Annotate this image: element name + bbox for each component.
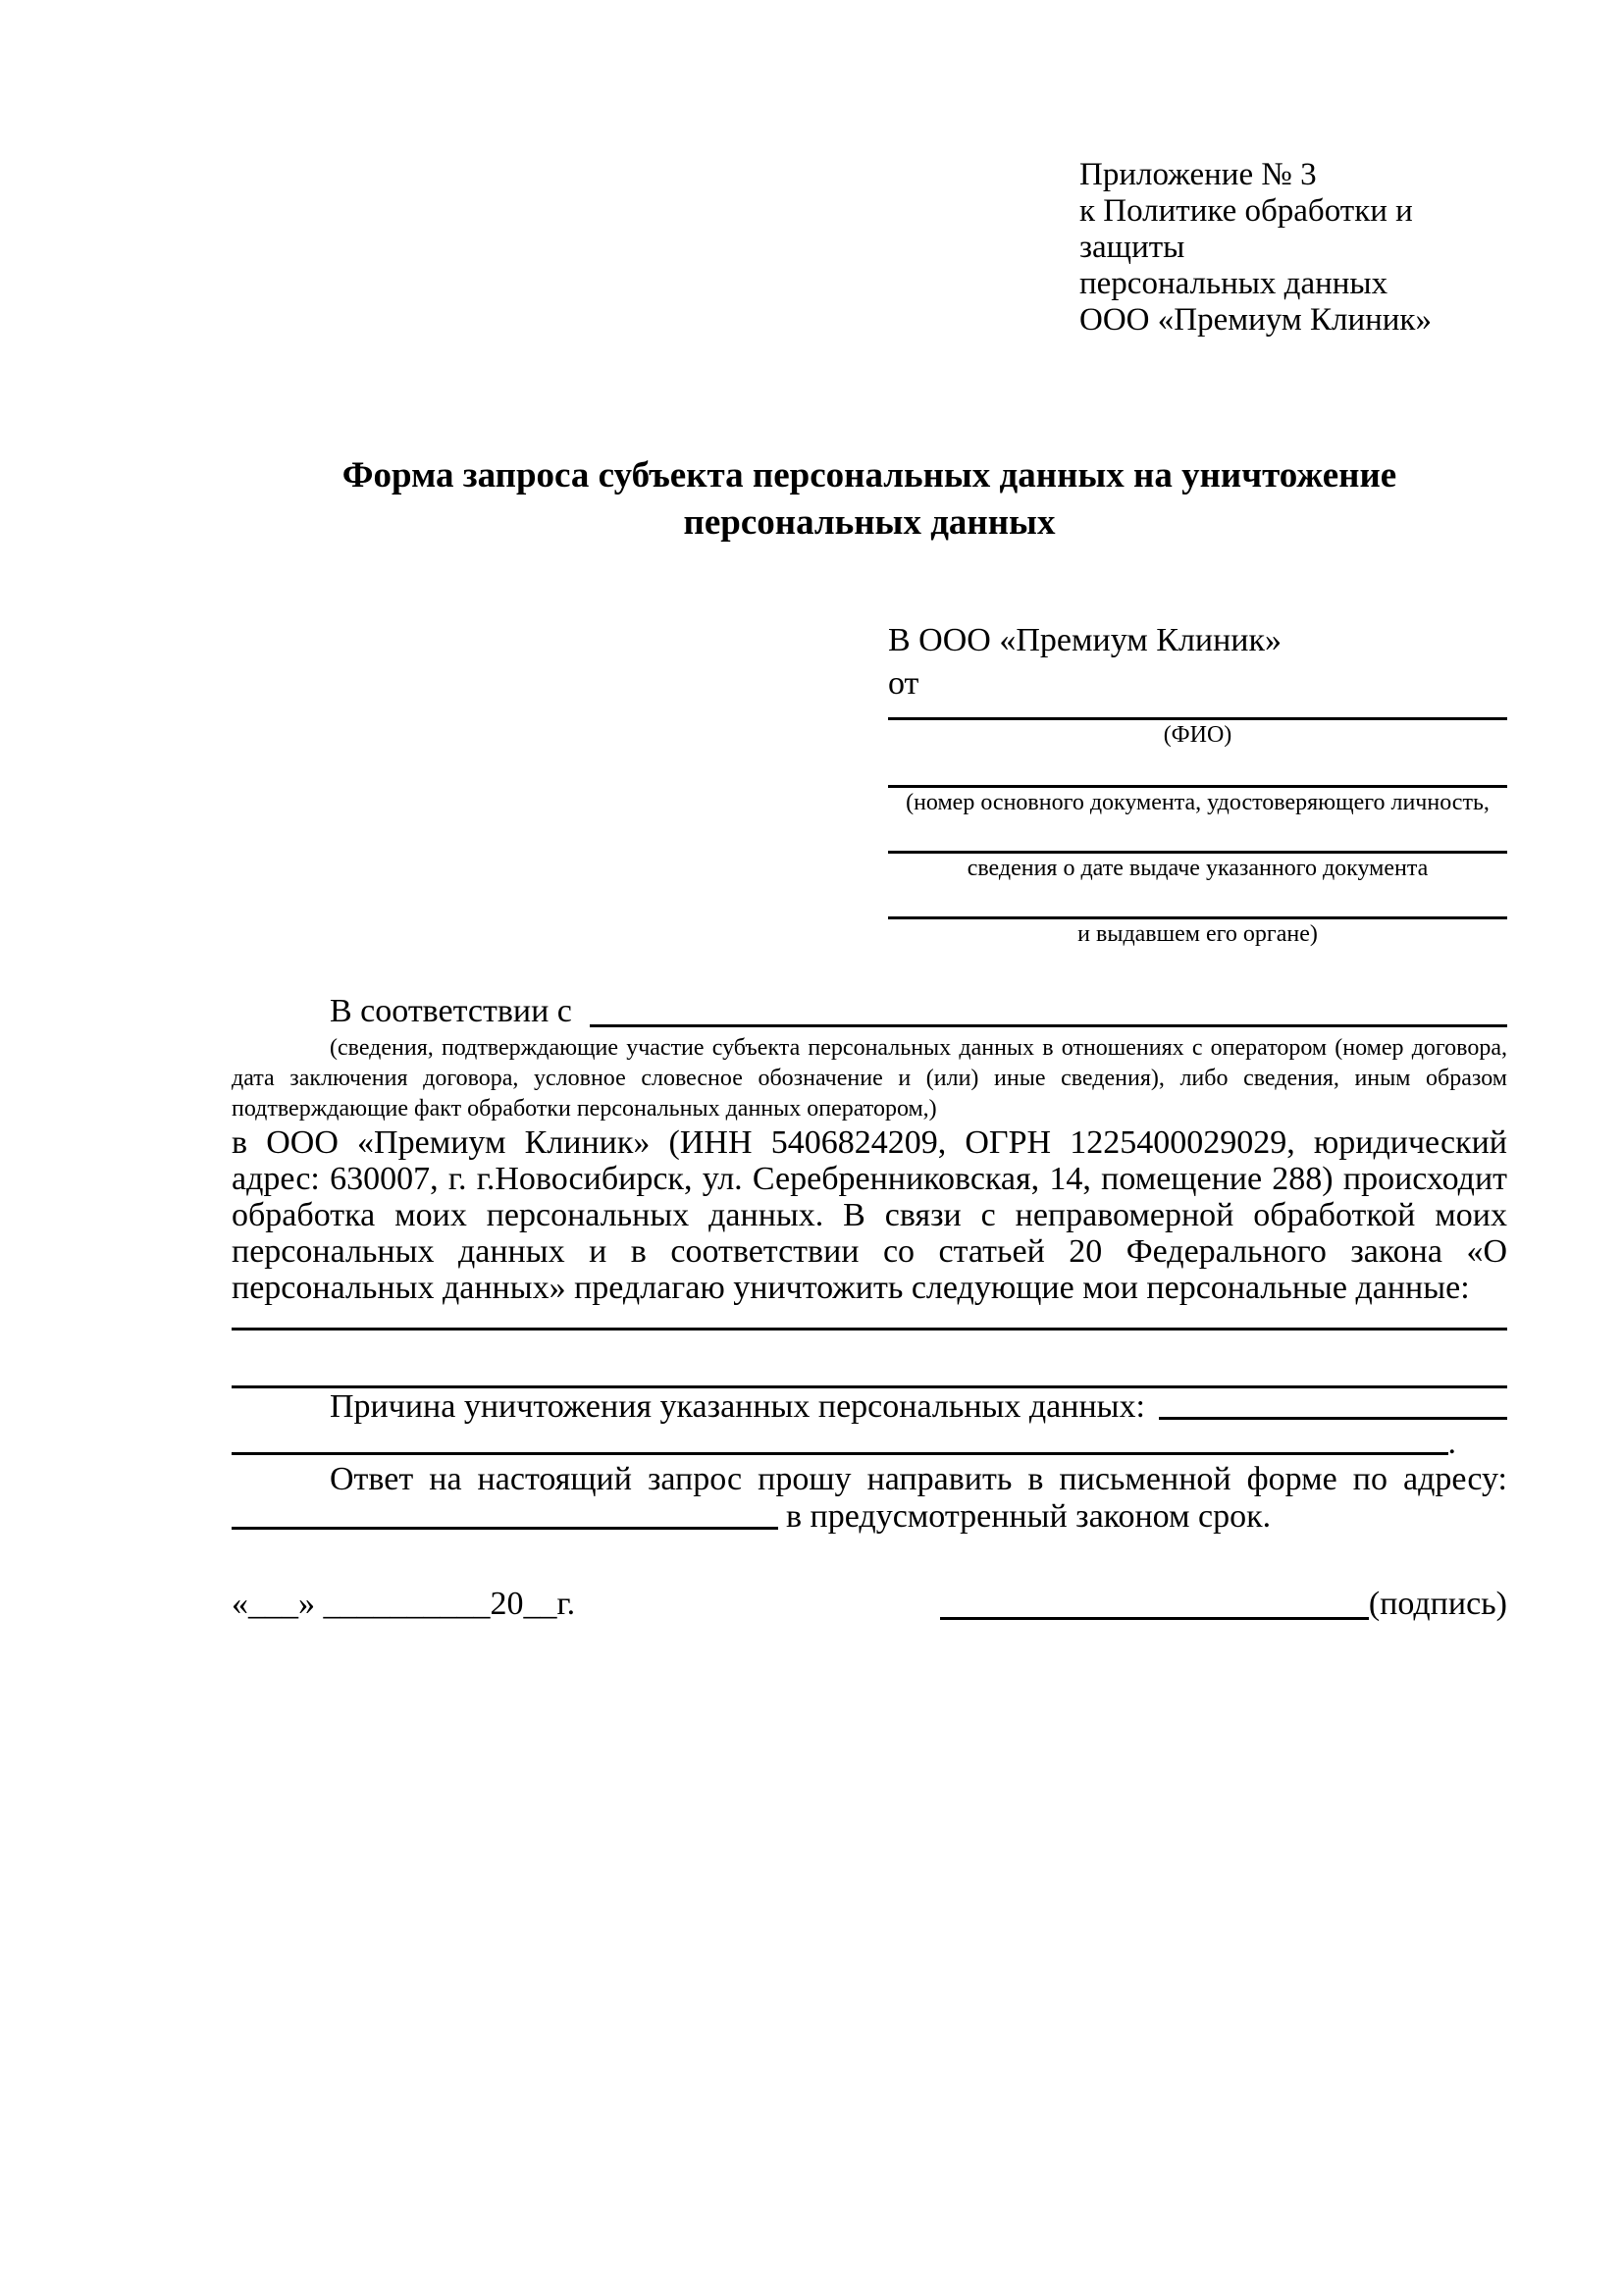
reason-blank-line <box>1159 1388 1507 1426</box>
date-field: «___» __________20__г. <box>232 1586 576 1622</box>
signature-block <box>940 1583 1507 1626</box>
appendix-header-line: к Политике обработки и защиты <box>1079 193 1413 265</box>
full-blank-line <box>232 1426 1448 1461</box>
accordance-label: В соответствии с <box>330 993 572 1029</box>
line-terminator: . <box>1447 1425 1456 1461</box>
addressee-block <box>888 619 1507 949</box>
id-doc-caption-3: и выдавшем его органе) <box>1077 921 1318 947</box>
signature-blank-line <box>940 1583 1369 1626</box>
data-blank-line-2 <box>232 1331 1507 1388</box>
appendix-header-line: ООО «Премиум Клиник» <box>1079 302 1432 338</box>
answer-paragraph: Ответ на настоящий запрос прошу направить в письменной форме по адресу: <box>330 1461 1507 1497</box>
answer-address-line <box>232 1498 1507 1536</box>
accordance-line <box>232 990 1507 1033</box>
appendix-header-line: персональных данных <box>1079 266 1388 301</box>
reason-label: Причина уничтожения указанных персональных данных: <box>330 1388 1145 1425</box>
appendix-header-line: Приложение № 3 <box>1079 157 1317 192</box>
accordance-note: (сведения, подтверждающие участие субъекта персональных данных в отношениях с оператором (номер договора, дата заключения договора, условное словесное обозначение и (или) иные сведения), либо сведения, иным образом подтверждающие факт обработки персональных данных оператором,) <box>232 1035 1507 1122</box>
document-title: Форма запроса субъекта персональных данных на уничтожение персональных данных <box>341 455 1397 543</box>
reason-line <box>232 1388 1507 1426</box>
addressee-from-label: от <box>888 665 919 702</box>
appendix-header <box>1079 157 1507 339</box>
answer-tail: в предусмотренный законом срок. <box>786 1498 1272 1535</box>
id-doc-blank-line <box>888 817 1507 854</box>
fio-caption: (ФИО) <box>1163 722 1232 748</box>
accordance-blank-line <box>590 990 1507 1033</box>
id-doc-blank-line <box>888 750 1507 788</box>
id-doc-caption-1: (номер основного документа, удостоверяющего личность, <box>906 790 1490 815</box>
fio-blank-line <box>888 705 1507 720</box>
id-doc-blank-line <box>888 883 1507 919</box>
footer-row <box>232 1583 1507 1626</box>
address-blank-line <box>232 1498 778 1536</box>
data-blank-line-1 <box>232 1306 1507 1331</box>
signature-caption: (подпись) <box>1368 1586 1507 1622</box>
addressee-to: В ООО «Премиум Клиник» <box>888 622 1283 658</box>
main-paragraph: в ООО «Премиум Клиник» (ИНН 5406824209, ОГРН 1225400029029, юридический адрес: 630007, г. г.Новосибирск, ул. Серебренниковская, 14, помещение 288) происходит обработка моих персональных данных. В связи с неправомерной обработкой моих персональных данных и в соответствии со статьей 20 Федерального закона «О персональных данных» предлагаю уничтожить следующие мои персональные данные: <box>232 1124 1507 1306</box>
reason-continuation-line <box>232 1426 1507 1461</box>
id-doc-caption-2: сведения о дате выдаче указанного документа <box>967 856 1429 881</box>
